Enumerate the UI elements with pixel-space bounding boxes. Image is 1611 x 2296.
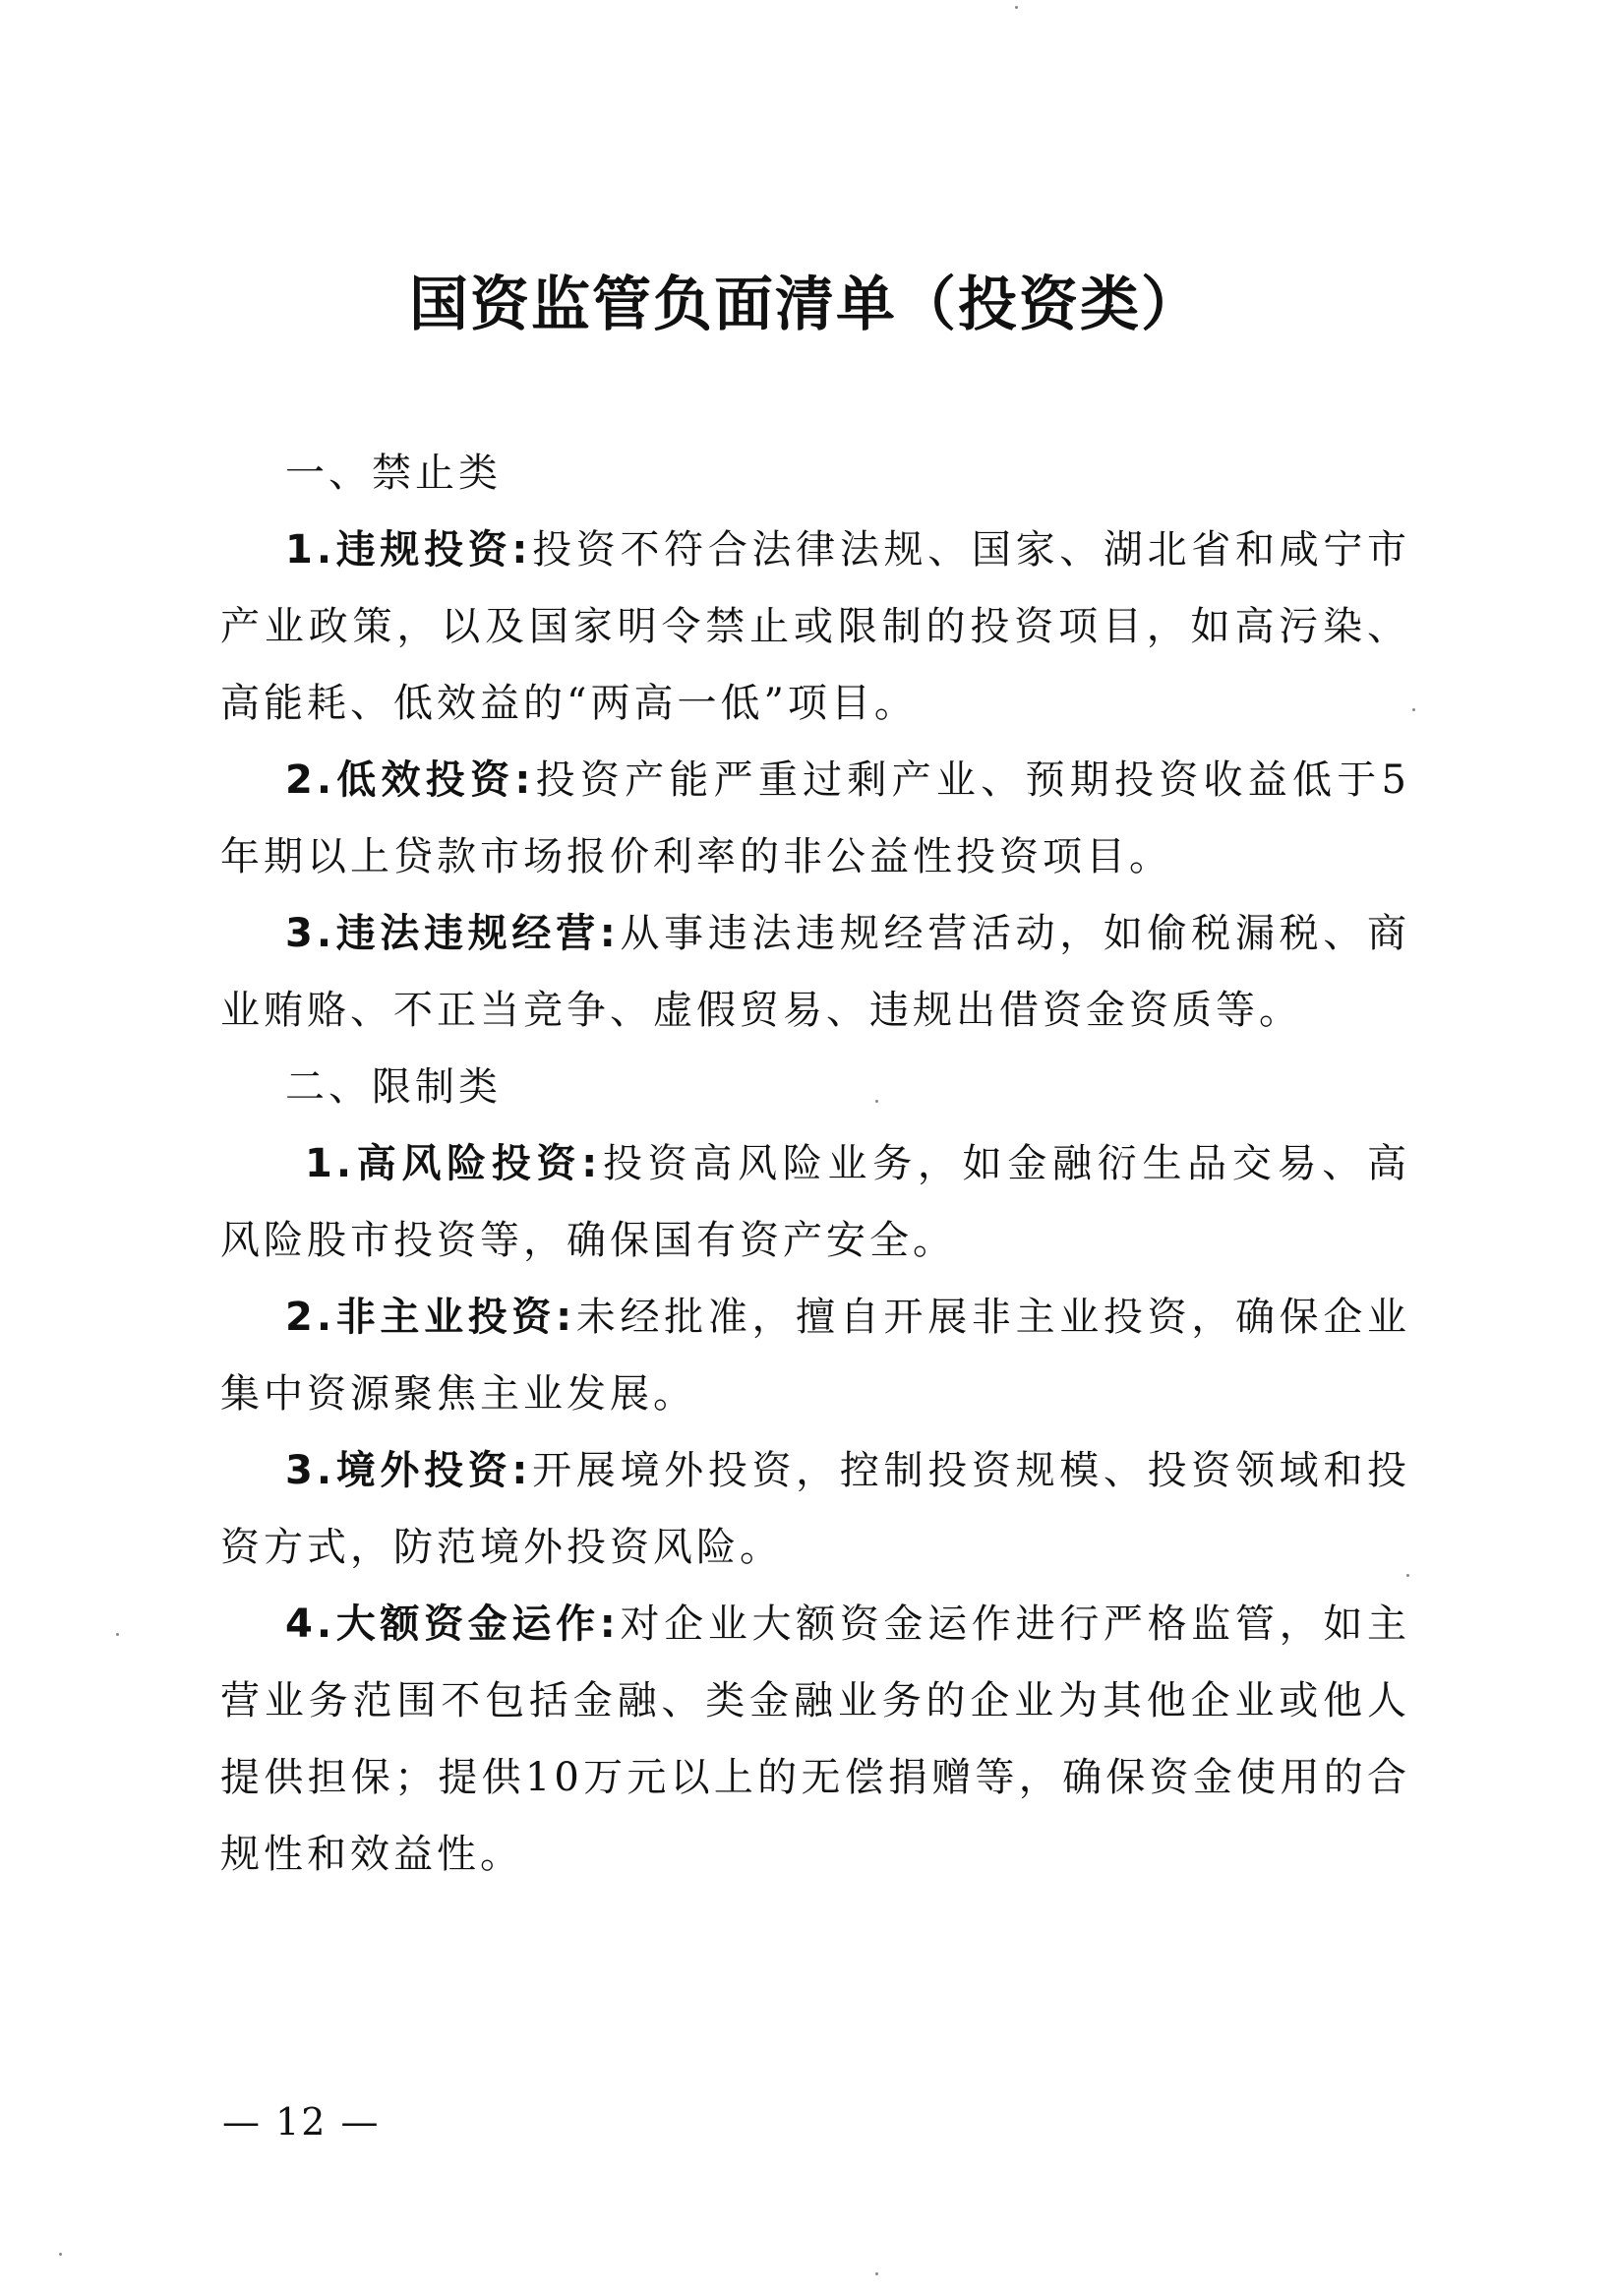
item-text: 对企业大额资金运作进行严格监管，如主营业务范围不包括金融、类金融业务的企业为其他企业或他人提供担保；提供10万元以上的无偿捐赠等，确保资金使用的合规性和效益性。 bbox=[220, 1601, 1410, 1877]
item-lead: 3.境外投资: bbox=[285, 1448, 532, 1493]
item-lead: 4.大额资金运作: bbox=[285, 1601, 620, 1647]
item-lead: 3.违法违规经营: bbox=[285, 911, 620, 956]
scan-speck bbox=[1015, 6, 1018, 9]
page-number: — 12 — bbox=[222, 2100, 381, 2144]
item-text: 从事违法违规经营活动，如偷税漏税、商业贿赂、不正当竞争、虚假贸易、违规出借资金资质等。 bbox=[220, 911, 1410, 1033]
restricted-item-2 bbox=[220, 1279, 1410, 1432]
prohibited-item-2 bbox=[220, 742, 1410, 895]
section-heading-prohibited: 一、禁止类 bbox=[285, 451, 502, 496]
item-text: 开展境外投资，控制投资规模、投资领域和投资方式，防范境外投资风险。 bbox=[220, 1448, 1410, 1570]
scan-speck bbox=[116, 1633, 119, 1636]
scan-speck bbox=[59, 2253, 62, 2256]
item-lead: 2.非主业投资: bbox=[285, 1295, 576, 1340]
item-text: 投资高风险业务，如金融衍生品交易、高风险股市投资等，确保国有资产安全。 bbox=[220, 1141, 1410, 1263]
restricted-item-3 bbox=[220, 1432, 1410, 1586]
scan-speck bbox=[1406, 1574, 1409, 1577]
item-text: 投资产能严重过剩产业、预期投资收益低于5年期以上贷款市场报价利率的非公益性投资项目。 bbox=[220, 757, 1410, 879]
prohibited-item-3 bbox=[220, 895, 1410, 1049]
section-heading-restricted: 二、限制类 bbox=[285, 1064, 502, 1110]
item-text: 投资不符合法律法规、国家、湖北省和咸宁市产业政策，以及国家明令禁止或限制的投资项目，如高污染、高能耗、低效益的“两高一低”项目。 bbox=[220, 527, 1410, 726]
scan-speck bbox=[875, 1100, 878, 1103]
document-title: 国资监管负面清单（投资类） bbox=[409, 271, 1202, 339]
restricted-item-1 bbox=[220, 1125, 1410, 1279]
scan-speck bbox=[1412, 708, 1415, 711]
item-lead: 1.违规投资: bbox=[285, 527, 532, 573]
item-text: 未经批准，擅自开展非主业投资，确保企业集中资源聚焦主业发展。 bbox=[220, 1295, 1411, 1417]
document-body bbox=[220, 435, 1410, 1893]
scan-speck bbox=[875, 2272, 878, 2275]
prohibited-item-1 bbox=[220, 512, 1410, 742]
item-lead: 1.高风险投资: bbox=[305, 1141, 602, 1186]
item-lead: 2.低效投资: bbox=[285, 757, 535, 803]
restricted-item-4 bbox=[220, 1586, 1410, 1893]
